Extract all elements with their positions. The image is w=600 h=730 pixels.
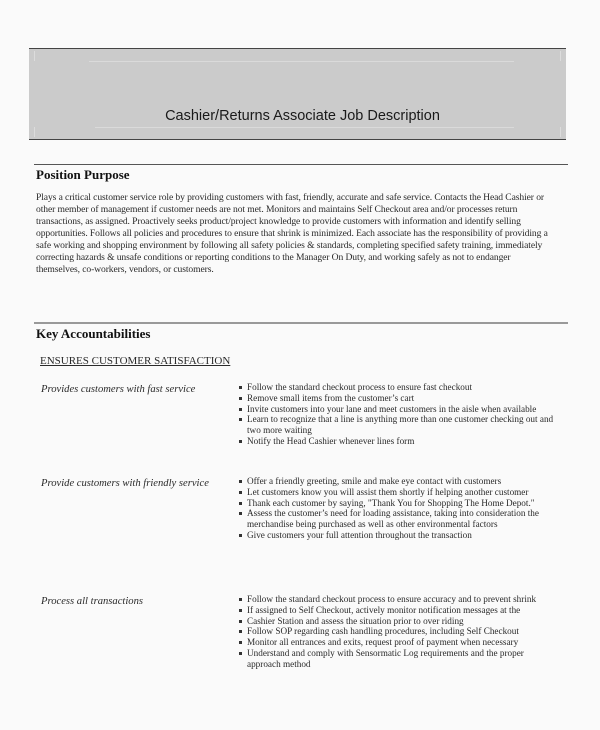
bullet-icon	[239, 397, 242, 400]
bullet-icon	[239, 512, 242, 515]
banner-inner-rule	[89, 61, 514, 62]
bullet-icon	[239, 418, 242, 421]
list-item: Follow the standard checkout process to ensure accuracy and to prevent shrink	[239, 594, 559, 605]
ensures-customer-satisfaction-subheading: ENSURES CUSTOMER SATISFACTION	[40, 355, 231, 367]
bullet-icon	[239, 491, 242, 494]
bullet-icon	[239, 440, 242, 443]
bullet-icon	[239, 502, 242, 505]
bullet-icon	[239, 534, 242, 537]
bullet-icon	[239, 598, 242, 601]
bullet-icon	[239, 620, 242, 623]
accountability-label-process-transactions: Process all transactions	[41, 596, 144, 607]
list-item: Assess the customer’s need for loading assistance, taking into consideration the merchandise being purchased as well as other environmental factors	[239, 508, 559, 530]
list-item: Thank each customer by saying, "Thank You for Shopping The Home Depot."	[239, 498, 559, 509]
bullet-icon	[239, 609, 242, 612]
list-item: Follow the standard checkout process to ensure fast checkout	[239, 382, 559, 393]
position-purpose-heading: Position Purpose	[36, 167, 130, 182]
accountability-label-fast-service: Provides customers with fast service	[41, 384, 196, 395]
bullet-icon	[239, 641, 242, 644]
list-item: Remove small items from the customer’s cart	[239, 393, 559, 404]
list-item: Offer a friendly greeting, smile and make eye contact with customers	[239, 476, 559, 487]
list-item: Learn to recognize that a line is anything more than one customer checking out and two more waiting	[239, 414, 559, 436]
bullet-icon	[239, 386, 242, 389]
list-item: If assigned to Self Checkout, actively monitor notification messages at the	[239, 605, 559, 616]
document-title: Cashier/Returns Associate Job Description	[165, 108, 440, 124]
accountability-bullets-process-transactions	[239, 594, 559, 670]
bullet-icon	[239, 408, 242, 411]
accountability-label-friendly-service: Provide customers with friendly service	[41, 478, 209, 489]
bullet-icon	[239, 652, 242, 655]
list-item: Monitor all entrances and exits, request proof of payment when necessary	[239, 637, 559, 648]
accountability-bullets-friendly-service	[239, 476, 559, 541]
key-accountabilities-heading: Key Accountabilities	[36, 326, 151, 341]
section-divider	[34, 322, 568, 324]
list-item: Understand and comply with Sensormatic Log requirements and the proper approach method	[239, 648, 559, 670]
list-item: Cashier Station and assess the situation prior to over riding	[239, 616, 559, 627]
list-item: Give customers your full attention throughout the transaction	[239, 530, 559, 541]
title-banner	[29, 48, 566, 140]
position-purpose-text: Plays a critical customer service role by providing customers with fast, friendly, accurate and safe service. Contacts the Head Cashier or other member of management if customer needs are not met. Monitors and maintains Self Checkout area and/or processes return transactions, as assigned. Proactively seeks product/project knowledge to provide customers with information and identify selling opportunities. Follows all policies and procedures to ensure that shrink is minimized. Each associate has the responsibility of providing a safe working and shopping environment by following all safety policies & standards, completing specified safety training, immediately correcting hazards & unsafe conditions or reporting conditions to the Manager On Duty, and working safely as not to endanger themselves, co-workers, vendors, or customers.	[36, 192, 548, 276]
banner-inner-rule	[95, 127, 514, 128]
section-divider	[34, 164, 568, 165]
bullet-icon	[239, 480, 242, 483]
list-item: Let customers know you will assist them shortly if helping another customer	[239, 487, 559, 498]
list-item: Follow SOP regarding cash handling procedures, including Self Checkout	[239, 626, 559, 637]
list-item: Invite customers into your lane and meet customers in the aisle when available	[239, 404, 559, 415]
list-item: Notify the Head Cashier whenever lines form	[239, 436, 559, 447]
bullet-icon	[239, 630, 242, 633]
accountability-bullets-fast-service	[239, 382, 559, 447]
